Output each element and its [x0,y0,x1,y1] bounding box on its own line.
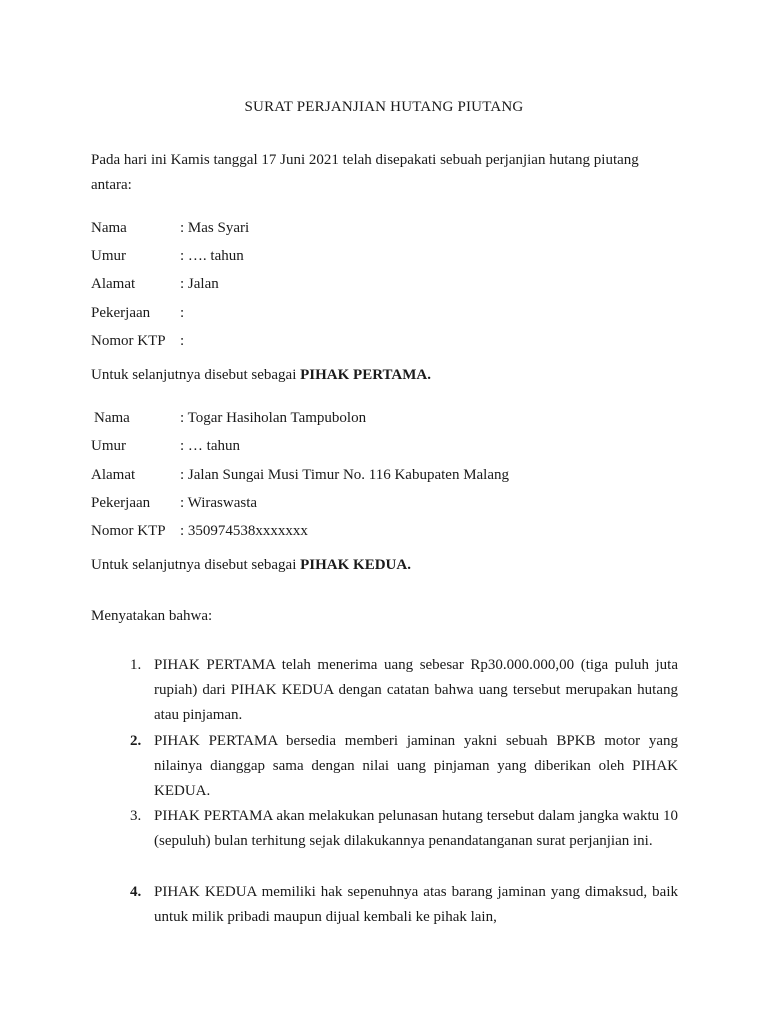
field-value: : Mas Syari [180,220,250,236]
field-label: Nomor KTP [91,333,166,349]
field-label: Alamat [91,276,136,292]
designation-prefix: Untuk selanjutnya disebut sebagai [91,557,301,573]
designation-prefix: Untuk selanjutnya disebut sebagai [91,367,301,383]
field-value: : Jalan [180,276,219,292]
list-number: 4. [130,884,142,900]
list-text: PIHAK PERTAMA bersedia memberi jaminan yakni sebuah BPKB motor yang nilainya dianggap sama dengan nilai uang pinjaman yang diberikan oleh PIHAK KEDUA. [154,733,678,799]
field-label: Nama [91,220,127,236]
designation-name: PIHAK PERTAMA. [300,367,431,383]
statement-line: Menyatakan bahwa: [91,608,213,624]
field-label: Pekerjaan [91,305,151,321]
list-text: PIHAK KEDUA memiliki hak sepenuhnya atas barang jaminan yang dimaksud, baik untuk milik pribadi maupun dijual kembali ke pihak lain, [154,884,678,925]
field-label: Pekerjaan [91,495,151,511]
list-number: 2. [130,733,142,749]
field-label: Umur [91,438,126,454]
list-text: PIHAK PERTAMA akan melakukan pelunasan hutang tersebut dalam jangka waktu 10 (sepuluh) bulan terhitung sejak dilakukannya penandatanganan surat perjanjian ini. [154,808,678,849]
field-label: Umur [91,248,126,264]
field-value: : … tahun [180,438,240,454]
field-label: Nama [94,410,130,426]
field-value: : Togar Hasiholan Tampubolon [180,410,367,426]
designation-name: PIHAK KEDUA. [300,557,411,573]
party2-designation [91,554,411,576]
list-text: PIHAK PERTAMA telah menerima uang sebesar Rp30.000.000,00 (tiga puluh juta rupiah) dari PIHAK KEDUA dengan catatan bahwa uang tersebut merupakan hutang atau pinjaman. [154,657,678,723]
intro-paragraph: Pada hari ini Kamis tanggal 17 Juni 2021 telah disepakati sebuah perjanjian hutang piutang antara: [91,152,639,193]
party1-designation [91,364,431,386]
field-value: : [180,305,185,321]
document-title: SURAT PERJANJIAN HUTANG PIUTANG [244,99,524,115]
field-value: : 350974538xxxxxxx [180,523,308,539]
field-label: Alamat [91,467,136,483]
field-value: : [180,333,185,349]
list-number: 3. [130,808,142,824]
field-value: : …. tahun [180,248,244,264]
list-number: 1. [130,657,142,673]
field-label: Nomor KTP [91,523,166,539]
field-value: : Jalan Sungai Musi Timur No. 116 Kabupaten Malang [180,467,510,483]
field-value: : Wiraswasta [180,495,258,511]
